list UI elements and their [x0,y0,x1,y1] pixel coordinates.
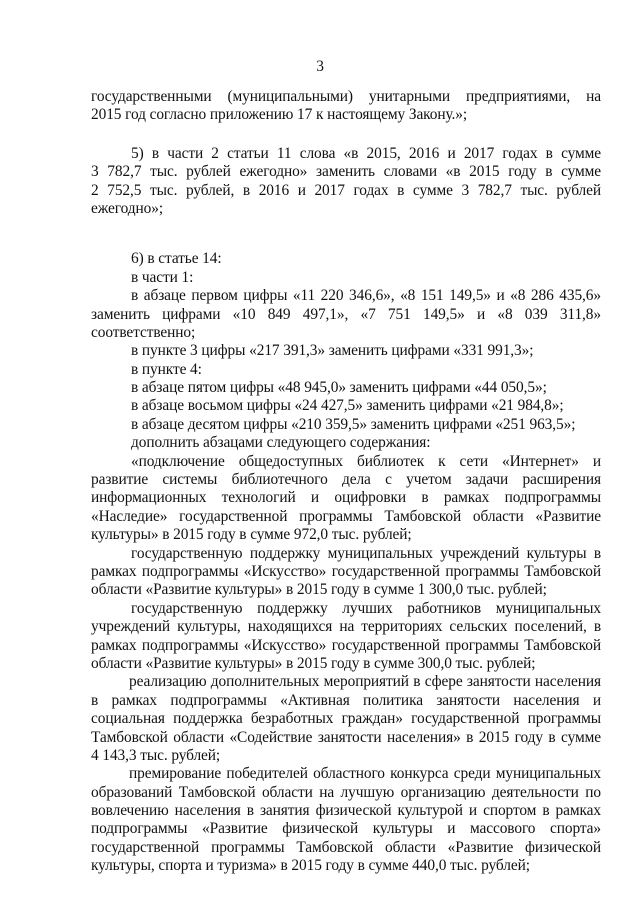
text-line: премирование победителей областного конкурса среди муниципальных [129,765,601,783]
text-line: социальная поддержка безработных граждан» государственной программы [91,710,601,728]
text-line: 2015 год согласно приложению 17 к настоящему Закону.»; [91,106,468,124]
text-line: заменить цифрами «10 849 497,1», «7 751 149,5» и «8 039 311,8» [91,305,601,323]
text-line: реализацию дополнительных мероприятий в сфере занятости населения [129,673,601,691]
text-line: рамках подпрограммы «Искусство» государственной программы Тамбовской [91,636,601,654]
text-line: «подключение общедоступных библиотек к сети «Интернет» и [131,452,601,470]
text-line: развитие системы библиотечного дела с учетом задачи расширения [91,471,601,489]
text-line: 2 752,5 тыс. рублей, в 2016 и 2017 годах в сумме 3 782,7 тыс. рублей [91,181,601,199]
text-line: в части 1: [131,268,194,286]
text-line: 6) в статье 14: [131,250,222,268]
document-body [91,88,601,876]
text-line: государственными (муниципальными) унитарными предприятиями, на [91,88,601,105]
text-line: рамках подпрограммы «Искусство» государственной программы Тамбовской [91,562,601,580]
text-line: вовлечению населения в занятия физической культурой и спортом в рамках [91,802,601,820]
text-line: области «Развитие культуры» в 2015 году в сумме 300,0 тыс. рублей; [91,654,536,672]
text-line: соответственно; [91,323,196,341]
text-line: в пункте 3 цифры «217 391,3» заменить цифрами «331 991,3»; [131,342,534,360]
text-line: области «Развитие культуры» в 2015 году в сумме 1 300,0 тыс. рублей; [91,581,547,599]
text-line: дополнить абзацами следующего содержания: [131,434,431,452]
text-line: культуры» в 2015 году в сумме 972,0 тыс. рублей; [91,526,412,544]
text-line: учреждений культуры, находящихся на территориях сельских поселений, в [91,618,601,636]
text-line: государственной программы Тамбовской области «Развитие физической [91,838,601,856]
text-line: в пункте 4: [131,360,202,378]
text-line: 3 782,7 тыс. рублей ежегодно» заменить словами «в 2015 году в сумме [91,163,601,181]
page-number: 3 [316,58,324,75]
text-line: в рамках подпрограммы «Активная политика занятости населения и [91,691,601,709]
paragraph-gap [91,218,601,250]
text-line: в абзаце восьмом цифры «24 427,5» заменить цифрами «21 984,8»; [131,397,564,415]
text-line: культуры, спорта и туризма» в 2015 году в сумме 440,0 тыс. рублей; [91,857,530,875]
text-line: в абзаце десятом цифры «210 359,5» заменить цифрами «251 963,5»; [131,415,576,433]
text-line: в абзаце первом цифры «11 220 346,6», «8 151 149,5» и «8 286 435,6» [131,287,601,305]
text-line: образований Тамбовской области на лучшую организацию деятельности по [91,783,601,801]
text-line: 4 143,3 тыс. рублей; [91,746,221,764]
text-line: 5) в части 2 статьи 11 слова «в 2015, 2016 и 2017 годах в сумме [131,144,601,162]
text-line: в абзаце пятом цифры «48 945,0» заменить цифрами «44 050,5»; [131,379,547,397]
text-line: информационных технологий и оцифровки в рамках подпрограммы [91,489,601,507]
paragraph-gap [91,125,601,145]
text-line: ежегодно»; [91,199,164,217]
text-line: государственную поддержку муниципальных учреждений культуры в [131,544,601,562]
text-line: «Наследие» государственной программы Тамбовской области «Развитие [91,507,601,525]
text-line: Тамбовской области «Содействие занятости населения» в 2015 году в сумме [91,728,601,746]
text-line: государственную поддержку лучших работников муниципальных [131,599,601,617]
text-line: подпрограммы «Развитие физической культуры и массового спорта» [91,820,601,838]
